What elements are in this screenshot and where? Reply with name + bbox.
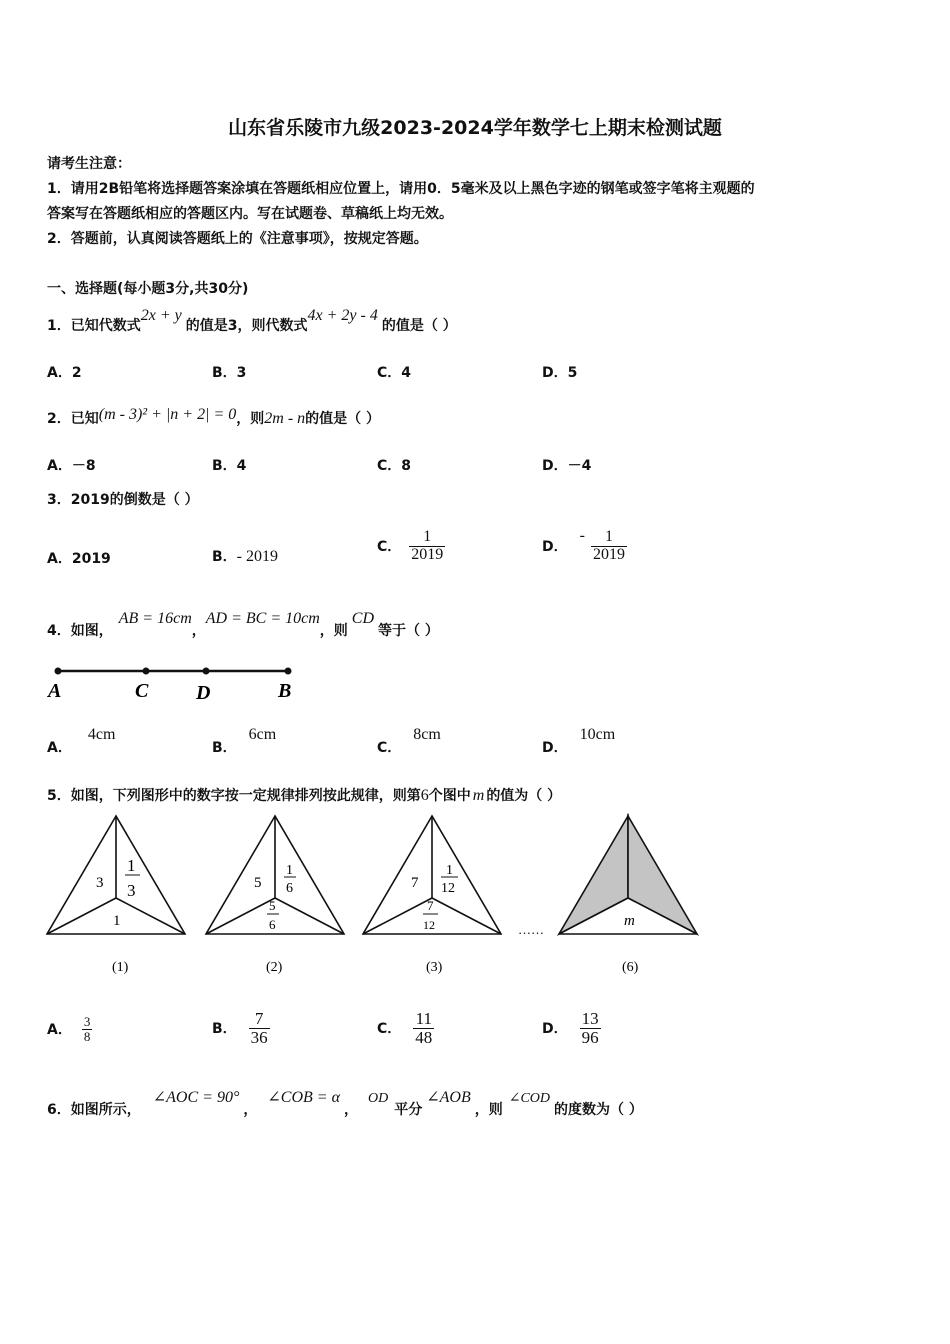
triangle-3 [363, 816, 501, 934]
q3-option-d-fraction [591, 529, 627, 564]
notice-line-2: 2．答题前，认真阅读答题纸上的《注意事项》，按规定答题。 [47, 231, 428, 247]
q3-c-denominator: 2019 [411, 545, 444, 563]
q5-d-denominator: 96 [581, 1027, 599, 1047]
q1-mid: 的值是3，则代数式 [185, 318, 308, 334]
q6-stem [47, 1089, 643, 1119]
q2-prefix: 2．已知 [47, 411, 99, 427]
q5-b-denominator: 36 [250, 1027, 268, 1047]
fig6-bottom-var: m [624, 913, 635, 929]
fig2-right-num: 1 [286, 863, 293, 878]
page-title: 山东省乐陵市九级2023-2024学年数学七上期末检测试题 [228, 117, 722, 139]
q5-option-a[interactable] [47, 1007, 92, 1051]
q4-mid: ，则 [319, 623, 348, 639]
q6-expr5: ∠COD [508, 1091, 551, 1106]
q5-option-c-fraction [413, 1010, 434, 1047]
q5-mid: 个图中 [428, 788, 471, 804]
q6-expr3: OD [367, 1091, 389, 1106]
q3-d-numerator: 1 [604, 527, 613, 545]
q4-option-c-value: 8cm [413, 726, 441, 743]
figures-ellipsis: …… [518, 922, 544, 937]
q6-sep2: ， [343, 1102, 358, 1118]
q4-option-d-value: 10cm [579, 726, 616, 743]
q4-option-b[interactable] [212, 724, 276, 754]
section-heading: 一、选择题(每小题3分,共30分) [47, 281, 249, 297]
q3-option-c[interactable] [377, 521, 445, 571]
q3-option-b-value: - 2019 [236, 548, 278, 565]
q6-suffix: 的度数为（ ） [554, 1102, 643, 1118]
q4-option-a[interactable] [47, 724, 115, 754]
q4-option-a-label: A． [47, 740, 72, 756]
q4-option-c[interactable] [377, 724, 441, 754]
q5-var: m [472, 787, 485, 804]
point-c-label: C [135, 680, 149, 702]
point-b-label: B [278, 680, 292, 702]
point-d-label: D [196, 682, 211, 704]
q4-suffix: 等于（ ） [378, 623, 439, 639]
q5-d-numerator: 13 [581, 1008, 599, 1028]
q5-suffix: 的值为（ ） [486, 788, 562, 804]
q2-expr: (m - 3)² + |n + 2| = 0 [98, 406, 237, 423]
point-a-label: A [48, 680, 62, 702]
q1-option-d[interactable]: D．5 [542, 365, 578, 381]
fig2-caption: (2) [266, 960, 283, 975]
fig1-left-num: 3 [96, 875, 104, 891]
point-c-dot [143, 668, 150, 675]
q3-option-c-label: C． [377, 539, 402, 555]
q3-option-b[interactable] [212, 546, 278, 566]
fig2-bottom-den: 6 [269, 917, 276, 932]
fig3-left-num: 7 [411, 875, 419, 891]
q6-expr4: ∠AOB [426, 1089, 471, 1106]
fig2-right-den: 6 [286, 881, 293, 896]
q3-option-d-sign: - [579, 527, 585, 544]
q3-stem: 3．2019的倒数是（ ） [47, 492, 199, 508]
fig1-right-den: 3 [127, 881, 136, 900]
q4-expr3: CD [351, 610, 375, 627]
fig3-bottom-num: 7 [427, 898, 434, 913]
q2-option-b[interactable]: B．4 [212, 458, 247, 474]
point-b-dot [285, 668, 292, 675]
q5-option-d[interactable] [542, 1001, 601, 1055]
q5-stem [47, 785, 561, 805]
q4-option-d-label: D． [542, 740, 568, 756]
q3-d-denominator: 2019 [592, 545, 625, 563]
q5-b-numerator: 7 [254, 1008, 264, 1028]
fig6-caption: (6) [622, 960, 639, 975]
fig2-left-num: 5 [254, 875, 262, 891]
q5-option-c[interactable] [377, 1001, 434, 1055]
notice-line-1b: 答案写在答题纸相应的答题区内。写在试题卷、草稿纸上均无效。 [47, 206, 453, 222]
q2-option-d[interactable]: D．－4 [542, 458, 592, 474]
q3-option-d-label: D． [542, 539, 568, 555]
q4-option-d[interactable] [542, 724, 615, 754]
q4-option-b-value: 6cm [248, 726, 277, 743]
q5-c-denominator: 48 [415, 1027, 433, 1047]
notice-heading: 请考生注意： [47, 156, 131, 172]
q5-option-c-label: C． [377, 1021, 402, 1037]
q5-prefix: 5．如图，下列图形中的数字按一定规律排列按此规律，则第 [47, 788, 421, 804]
q4-stem [47, 610, 439, 640]
point-d-dot [203, 668, 210, 675]
q4-sep: ， [191, 623, 206, 639]
q4-segment-figure [40, 660, 310, 706]
q5-figure [40, 810, 710, 980]
point-a-dot [55, 668, 62, 675]
fig3-bottom-den: 12 [423, 918, 435, 932]
q2-option-a[interactable]: A．－8 [47, 458, 96, 474]
q3-option-a[interactable]: A．2019 [47, 551, 111, 567]
q6-mid2: ，则 [474, 1102, 503, 1118]
q5-n: 6 [420, 787, 429, 804]
q1-expr2: 4x + 2y - 4 [307, 307, 378, 324]
q5-option-b[interactable] [212, 1001, 270, 1055]
q5-option-d-fraction [580, 1010, 601, 1047]
fig1-right-num: 1 [127, 856, 136, 875]
q5-option-a-label: A． [47, 1022, 72, 1038]
q6-expr2: ∠COB = α [267, 1089, 340, 1106]
q3-option-d[interactable] [542, 521, 627, 571]
q4-option-b-label: B． [212, 740, 237, 756]
q1-option-a[interactable]: A．2 [47, 365, 82, 381]
q5-a-numerator: 3 [83, 1013, 91, 1029]
q6-mid: 平分 [394, 1102, 423, 1118]
q6-prefix: 6．如图所示， [47, 1102, 141, 1118]
fig2-bottom-num: 5 [269, 898, 276, 913]
q1-suffix: 的值是（ ） [381, 318, 457, 334]
notice-line-1a: 1．请用2B铅笔将选择题答案涂填在答题纸相应位置上，请用0．5毫米及以上黑色字迹的钢笔或签字笔将主观题的 [47, 181, 755, 197]
q4-option-a-value: 4cm [87, 726, 116, 743]
q5-c-numerator: 11 [415, 1008, 432, 1028]
q5-a-denominator: 8 [83, 1028, 91, 1044]
q5-option-a-fraction [82, 1015, 93, 1043]
q2-mid: ，则 [236, 411, 265, 427]
fig3-caption: (3) [426, 960, 443, 975]
fig3-right-den: 12 [441, 881, 455, 896]
q2-expr2: 2m - n [264, 410, 306, 427]
q1-expr1: 2x + y [140, 307, 182, 324]
q6-expr1: ∠AOC = 90° [152, 1089, 240, 1106]
q5-option-d-label: D． [542, 1021, 568, 1037]
q2-option-c[interactable]: C．8 [377, 458, 412, 474]
q1-option-b[interactable]: B．3 [212, 365, 247, 381]
q2-suffix: 的值是（ ） [305, 411, 381, 427]
q4-option-c-label: C． [377, 740, 402, 756]
q4-expr1: AB = 16cm [118, 610, 192, 627]
q5-option-b-fraction [249, 1010, 270, 1047]
q6-sep1: ， [243, 1102, 258, 1118]
fig3-right-num: 1 [446, 863, 453, 878]
q4-prefix: 4．如图， [47, 623, 113, 639]
q2-stem [47, 408, 380, 428]
q1-stem [47, 307, 457, 335]
fig1-caption: (1) [112, 960, 129, 975]
q3-c-numerator: 1 [423, 527, 432, 545]
fig1-bottom-num: 1 [113, 913, 121, 929]
q5-option-b-label: B． [212, 1021, 237, 1037]
q1-prefix: 1．已知代数式 [47, 318, 141, 334]
q1-option-c[interactable]: C．4 [377, 365, 412, 381]
q4-expr2: AD = BC = 10cm [205, 610, 320, 627]
q3-option-b-label: B． [212, 549, 237, 565]
q3-option-c-fraction [409, 529, 445, 564]
